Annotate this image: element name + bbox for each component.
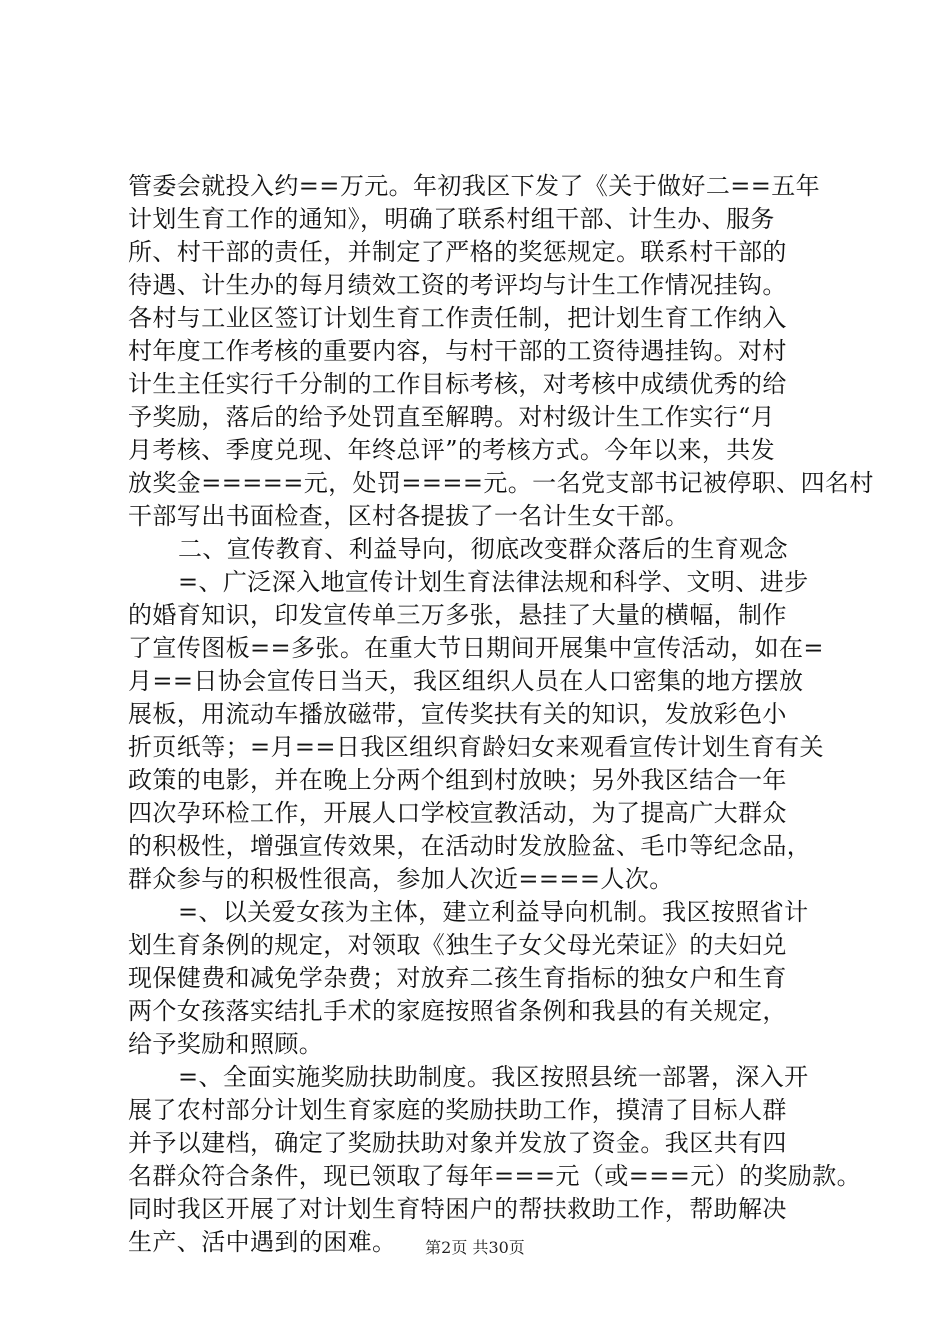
text-line: 并予以建档，确定了奖励扶助对象并发放了资金。我区共有四	[128, 1129, 787, 1157]
text-line: 予奖励，落后的给予处罚直至解聘。对村级计生工作实行“月	[128, 403, 776, 431]
text-line: 生产、活中遇到的困难。	[128, 1228, 397, 1256]
document-body	[128, 170, 874, 1259]
text-line: 四次孕环检工作，开展人口学校宣教活动，为了提高广大群众	[128, 799, 787, 827]
text-line: =、广泛深入地宣传计划生育法律法规和科学、文明、进步	[178, 568, 809, 596]
text-line: 的婚育知识，印发宣传单三万多张，悬挂了大量的横幅，制作	[128, 601, 787, 629]
text-line: 名群众符合条件，现已领取了每年===元（或===元）的奖励款。	[128, 1162, 862, 1190]
text-line: 月考核、季度兑现、年终总评”的考核方式。今年以来，共发	[128, 436, 776, 464]
text-line: 现保健费和减免学杂费；对放弃二孩生育指标的独女户和生育	[128, 964, 787, 992]
section-heading: 二、宣传教育、利益导向，彻底改变群众落后的生育观念	[178, 535, 788, 563]
text-line: 政策的电影，并在晚上分两个组到村放映；另外我区结合一年	[128, 766, 787, 794]
text-line: 给予奖励和照顾。	[128, 1030, 324, 1058]
text-line: 月==日协会宣传日当天，我区组织人员在人口密集的地方摆放	[128, 667, 804, 695]
text-line: 群众参与的积极性很高，参加人次近====人次。	[128, 865, 674, 893]
text-line: =、以关爱女孩为主体，建立利益导向机制。我区按照省计	[178, 898, 809, 926]
text-line: 村年度工作考核的重要内容，与村干部的工资待遇挂钩。对村	[128, 337, 787, 365]
text-line: 干部写出书面检查，区村各提拔了一名计生女干部。	[128, 502, 690, 530]
text-line: 同时我区开展了对计划生育特困户的帮扶救助工作，帮助解决	[128, 1195, 787, 1223]
text-line: 了宣传图板==多张。在重大节日期间开展集中宣传活动，如在=	[128, 634, 824, 662]
text-line: 所、村干部的责任，并制定了严格的奖惩规定。联系村干部的	[128, 238, 787, 266]
text-line: =、全面实施奖励扶助制度。我区按照县统一部署，深入开	[178, 1063, 809, 1091]
text-line: 展了农村部分计划生育家庭的奖励扶助工作，摸清了目标人群	[128, 1096, 787, 1124]
text-line: 管委会就投入约==万元。年初我区下发了《关于做好二==五年	[128, 172, 821, 200]
text-line: 待遇、计生办的每月绩效工资的考评均与计生工作情况挂钩。	[128, 271, 787, 299]
text-line: 折页纸等；=月==日我区组织育龄妇女来观看宣传计划生育有关	[128, 733, 824, 761]
text-line: 计生主任实行千分制的工作目标考核，对考核中成绩优秀的给	[128, 370, 787, 398]
text-line: 两个女孩落实结扎手术的家庭按照省条例和我县的有关规定，	[128, 997, 787, 1025]
text-line: 各村与工业区签订计划生育工作责任制，把计划生育工作纳入	[128, 304, 787, 332]
text-line: 计划生育工作的通知》，明确了联系村组干部、计生办、服务	[128, 205, 775, 233]
text-line: 划生育条例的规定，对领取《独生子女父母光荣证》的夫妇兑	[128, 931, 787, 959]
text-line: 的积极性，增强宣传效果，在活动时发放脸盆、毛巾等纪念品，	[128, 832, 812, 860]
text-line: 展板，用流动车播放磁带，宣传奖扶有关的知识，发放彩色小	[128, 700, 787, 728]
text-line: 放奖金=====元，处罚====元。一名党支部书记被停职、四名村	[128, 469, 874, 497]
page-number-footer: 第2页 共30页	[425, 1238, 525, 1257]
